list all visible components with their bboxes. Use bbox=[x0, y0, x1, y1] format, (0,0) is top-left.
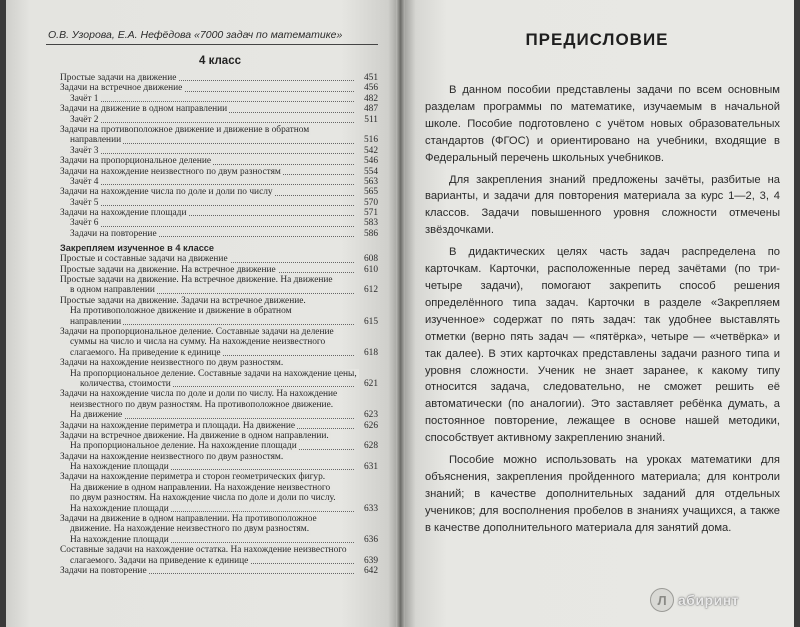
toc-entry-text: движение. На нахождение неизвестного по двум разностям. bbox=[70, 524, 310, 535]
toc-entry-text: Задачи на повторение bbox=[70, 228, 157, 239]
toc-entry-text: Задачи на повторение bbox=[60, 565, 147, 576]
toc-entry-text: в одном направлении bbox=[70, 285, 155, 296]
toc-entry-text: На нахождение площади bbox=[70, 534, 169, 545]
toc-page-number: 636 bbox=[363, 534, 378, 545]
toc-entry bbox=[60, 556, 378, 566]
toc-entry bbox=[60, 94, 378, 104]
toc-page-number: 542 bbox=[363, 145, 378, 156]
toc-page-number: 554 bbox=[363, 166, 378, 177]
toc-entry-text: Задачи на нахождение числа по доле и доли по числу bbox=[60, 187, 273, 198]
toc-page-number: 628 bbox=[363, 441, 378, 452]
running-head: О.В. Узорова, Е.А. Нефёдова «7000 задач по математике» bbox=[48, 29, 343, 41]
toc-entry-text: Задачи на пропорциональное деление bbox=[60, 156, 212, 167]
toc-entry-text: На пропорциональное деление. Составные задачи на нахождение цены, bbox=[70, 368, 357, 379]
toc-entry-text: Составные задачи на нахождение остатка. На нахождение неизвестного bbox=[60, 545, 347, 556]
toc-entry-text: направлении bbox=[70, 316, 122, 327]
toc-leader-dots bbox=[70, 153, 354, 154]
toc-entry-text: Задачи на нахождение числа по доле и доли по числу. На нахождение bbox=[60, 389, 338, 400]
toc-leader-dots bbox=[70, 226, 354, 227]
toc-leader-dots bbox=[70, 101, 354, 102]
toc-page-number: 626 bbox=[363, 420, 378, 431]
toc-entry-text: Задачи на нахождение периметра и сторон геометрических фигур. bbox=[60, 472, 326, 483]
toc-page-number: 563 bbox=[363, 176, 378, 187]
toc-entry bbox=[60, 229, 378, 239]
toc-entry bbox=[60, 115, 378, 125]
table-of-contents bbox=[60, 73, 378, 576]
toc-entry-text: На противоположное движение и движение в обратном bbox=[70, 306, 292, 317]
toc-entry bbox=[60, 400, 378, 410]
preface-paragraph: Для закрепления знаний предложены зачёты, разбитые на варианты, и задачи для повторения материала за курс 1—2, 3, 4 классов. Задачи повышенного уровня сложности отмечены звёздочками. bbox=[425, 173, 780, 237]
toc-entry bbox=[60, 135, 378, 145]
toc-page-number: 487 bbox=[363, 104, 378, 115]
toc-page-number: 623 bbox=[363, 410, 378, 421]
toc-leader-dots bbox=[70, 205, 354, 206]
preface-title: ПРЕДИСЛОВИЕ bbox=[525, 30, 669, 49]
toc-entry bbox=[60, 285, 378, 295]
toc-entry-text: Простые задачи на движение. Задачи на встречное движение. bbox=[60, 295, 306, 306]
toc-entry-text: по двум разностям. На нахождение числа по доле и доли по числу. bbox=[70, 493, 336, 504]
toc-entry-text: На движение bbox=[70, 410, 123, 421]
toc-entry-text: Зачёт 5 bbox=[70, 197, 99, 208]
toc-page-number: 451 bbox=[363, 73, 378, 83]
toc-entry-text: Простые и составные задачи на движение bbox=[60, 254, 228, 265]
toc-page-number: 633 bbox=[363, 503, 378, 514]
toc-entry bbox=[60, 327, 378, 337]
toc-page-number: 482 bbox=[363, 93, 378, 104]
toc-entry-text: Простые задачи на движение bbox=[60, 73, 177, 83]
toc-entry bbox=[60, 198, 378, 208]
toc-page-number: 565 bbox=[363, 187, 378, 198]
toc-page-number: 612 bbox=[363, 285, 378, 296]
toc-entry bbox=[60, 504, 378, 514]
toc-entry bbox=[60, 146, 378, 156]
toc-entry bbox=[60, 296, 378, 306]
toc-entry bbox=[60, 306, 378, 316]
toc-entry bbox=[60, 265, 378, 275]
toc-entry-text: Задачи на нахождение неизвестного по двум разностям. bbox=[60, 358, 284, 369]
toc-entry bbox=[60, 125, 378, 135]
toc-entry bbox=[60, 187, 378, 197]
toc-page-number: 586 bbox=[363, 228, 378, 239]
watermark-logo bbox=[650, 588, 739, 612]
toc-entry-text: На нахождение площади bbox=[70, 462, 169, 473]
preface-paragraph: В дидактических целях часть задач распределена по карточкам. Карточки, расположенные перед зачётами (по три-четыре задачи), помогают закрепить способ решения определённого типа задач. Карточки в разделе «Закрепляем изученное» содержат по пять задач: так удобнее выставлять отметки (верно пять задач — «пятёрка», четыре — «четвёрка» и так далее). В этих карточках представлены задачи разного типа и уровня сложности. Ученик не знает заранее, к какому типу относится задача, следовательно, не сможет решить её автоматически (по аналогии). Это заставляет ребёнка думать, а постоянное повторение, лежащее в основе нашей методики, способствует активному закреплению знаний. bbox=[425, 246, 780, 445]
toc-entry-text: неизвестного по двум разностям. На противоположное движение. bbox=[70, 399, 334, 410]
toc-page-number: 456 bbox=[363, 83, 378, 94]
section-heading: Закрепляем изученное в 4 классе bbox=[60, 243, 215, 254]
toc-entry bbox=[60, 421, 378, 431]
toc-page-number: 516 bbox=[363, 135, 378, 146]
toc-entry bbox=[60, 431, 378, 441]
toc-entry-text: Задачи на движение в одном направлении. На противоположное bbox=[60, 514, 317, 525]
toc-entry-text: слагаемого. На приведение к единице bbox=[70, 347, 221, 358]
toc-entry bbox=[60, 369, 378, 379]
toc-entry bbox=[60, 514, 378, 524]
toc-entry bbox=[60, 493, 378, 503]
toc-entry bbox=[60, 156, 378, 166]
toc-entry bbox=[60, 83, 378, 93]
book-gutter bbox=[396, 0, 405, 627]
toc-leader-dots bbox=[70, 122, 354, 123]
toc-entry-text: На движение в одном направлении. На нахождение неизвестного bbox=[70, 482, 331, 493]
toc-entry bbox=[60, 472, 378, 482]
toc-entry-text: На пропорциональное деление. На нахождение площади bbox=[70, 441, 297, 452]
toc-entry-text: слагаемого. Задачи на приведение к единице bbox=[70, 555, 249, 566]
toc-page-number: 621 bbox=[363, 378, 378, 389]
toc-entry bbox=[60, 275, 378, 285]
toc-entry bbox=[60, 524, 378, 534]
watermark-text: абиринт bbox=[678, 592, 740, 608]
grade-title: 4 класс bbox=[199, 55, 241, 67]
toc-entry-text: Задачи на нахождение площади bbox=[60, 208, 187, 219]
toc-entry bbox=[60, 358, 378, 368]
toc-entry bbox=[60, 441, 378, 451]
toc-page-number: 642 bbox=[363, 565, 378, 576]
toc-page-number: 571 bbox=[363, 208, 378, 219]
toc-page-number: 570 bbox=[363, 197, 378, 208]
toc-entry bbox=[60, 348, 378, 358]
toc-entry bbox=[60, 167, 378, 177]
toc-entry bbox=[60, 566, 378, 576]
toc-entry bbox=[60, 462, 378, 472]
toc-entry bbox=[60, 452, 378, 462]
preface-paragraph: В данном пособии представлены задачи по всем основным разделам программы по математике, изучаемым в начальной школе. Пособие подготовлено с учётом новых образовательных стандартов (ФГОС) и ориентировано на учебники, входящие в Федеральный перечень школьных учебников. bbox=[425, 84, 780, 164]
toc-entry-text: Зачёт 4 bbox=[70, 176, 99, 187]
toc-entry-text: Простые задачи на движение. На встречное движение. На движение bbox=[60, 275, 333, 286]
toc-entry-text: Зачёт 1 bbox=[70, 93, 99, 104]
toc-entry-text: Зачёт 6 bbox=[70, 218, 99, 229]
toc-entry-text: Задачи на встречное движение. На движение в одном направлении. bbox=[60, 430, 329, 441]
toc-entry-text: Задачи на пропорциональное деление. Составные задачи на деление bbox=[60, 326, 334, 337]
header-rule bbox=[46, 44, 378, 45]
toc-entry bbox=[60, 73, 378, 83]
toc-entry-text: Задачи на нахождение неизвестного по двум разностям. bbox=[60, 451, 284, 462]
toc-entry-text: Зачёт 2 bbox=[70, 114, 99, 125]
toc-entry-text: количества, стоимости bbox=[80, 378, 171, 389]
preface-paragraph: Пособие можно использовать на уроках математики для объяснения, закрепления пройденного материала; для контроли знаний; в качестве дополнительных заданий для отдельных учеников; для восполнения пробелов в знаниях учащихся, а также в качестве дополнительного материала для занятий дома. bbox=[425, 454, 780, 534]
toc-entry bbox=[60, 545, 378, 555]
toc-entry-text: Задачи на встречное движение bbox=[60, 83, 183, 94]
toc-entry bbox=[60, 208, 378, 218]
toc-page-number: 610 bbox=[363, 264, 378, 275]
toc-entry-text: Простые задачи на движение. На встречное движение bbox=[60, 264, 276, 275]
preface-body bbox=[425, 82, 780, 542]
toc-entry bbox=[60, 483, 378, 493]
toc-entry bbox=[60, 337, 378, 347]
labyrinth-logo-icon: Л bbox=[650, 588, 674, 612]
toc-entry-text: Задачи на движение в одном направлении bbox=[60, 104, 228, 115]
toc-entry bbox=[60, 410, 378, 420]
toc-entry-text: Зачёт 3 bbox=[70, 145, 99, 156]
toc-entry bbox=[60, 218, 378, 228]
toc-page-number: 608 bbox=[363, 254, 378, 265]
toc-entry bbox=[60, 177, 378, 187]
toc-entry-text: На нахождение площади bbox=[70, 503, 169, 514]
toc-entry bbox=[60, 379, 378, 389]
toc-page-number: 618 bbox=[363, 347, 378, 358]
toc-entry bbox=[60, 254, 378, 264]
toc-page-number: 639 bbox=[363, 555, 378, 566]
toc-entry-text: Задачи на нахождение неизвестного по двум разностям bbox=[60, 166, 281, 177]
toc-entry-text: суммы на число и числа на сумму. На нахождение неизвестного bbox=[70, 337, 326, 348]
toc-page-number: 583 bbox=[363, 218, 378, 229]
toc-entry bbox=[60, 389, 378, 399]
toc-entry-text: направлении bbox=[70, 135, 122, 146]
toc-page-number: 546 bbox=[363, 156, 378, 167]
toc-entry bbox=[60, 104, 378, 114]
toc-entry-text: Задачи на нахождение периметра и площади. На движение bbox=[60, 420, 296, 431]
toc-entry bbox=[60, 317, 378, 327]
toc-leader-dots bbox=[70, 184, 354, 185]
toc-page-number: 615 bbox=[363, 316, 378, 327]
toc-page-number: 631 bbox=[363, 462, 378, 473]
right-background-edge bbox=[794, 0, 800, 627]
toc-page-number: 511 bbox=[364, 114, 378, 125]
toc-entry bbox=[60, 535, 378, 545]
toc-entry-text: Задачи на противоположное движение и движение в обратном bbox=[60, 124, 310, 135]
